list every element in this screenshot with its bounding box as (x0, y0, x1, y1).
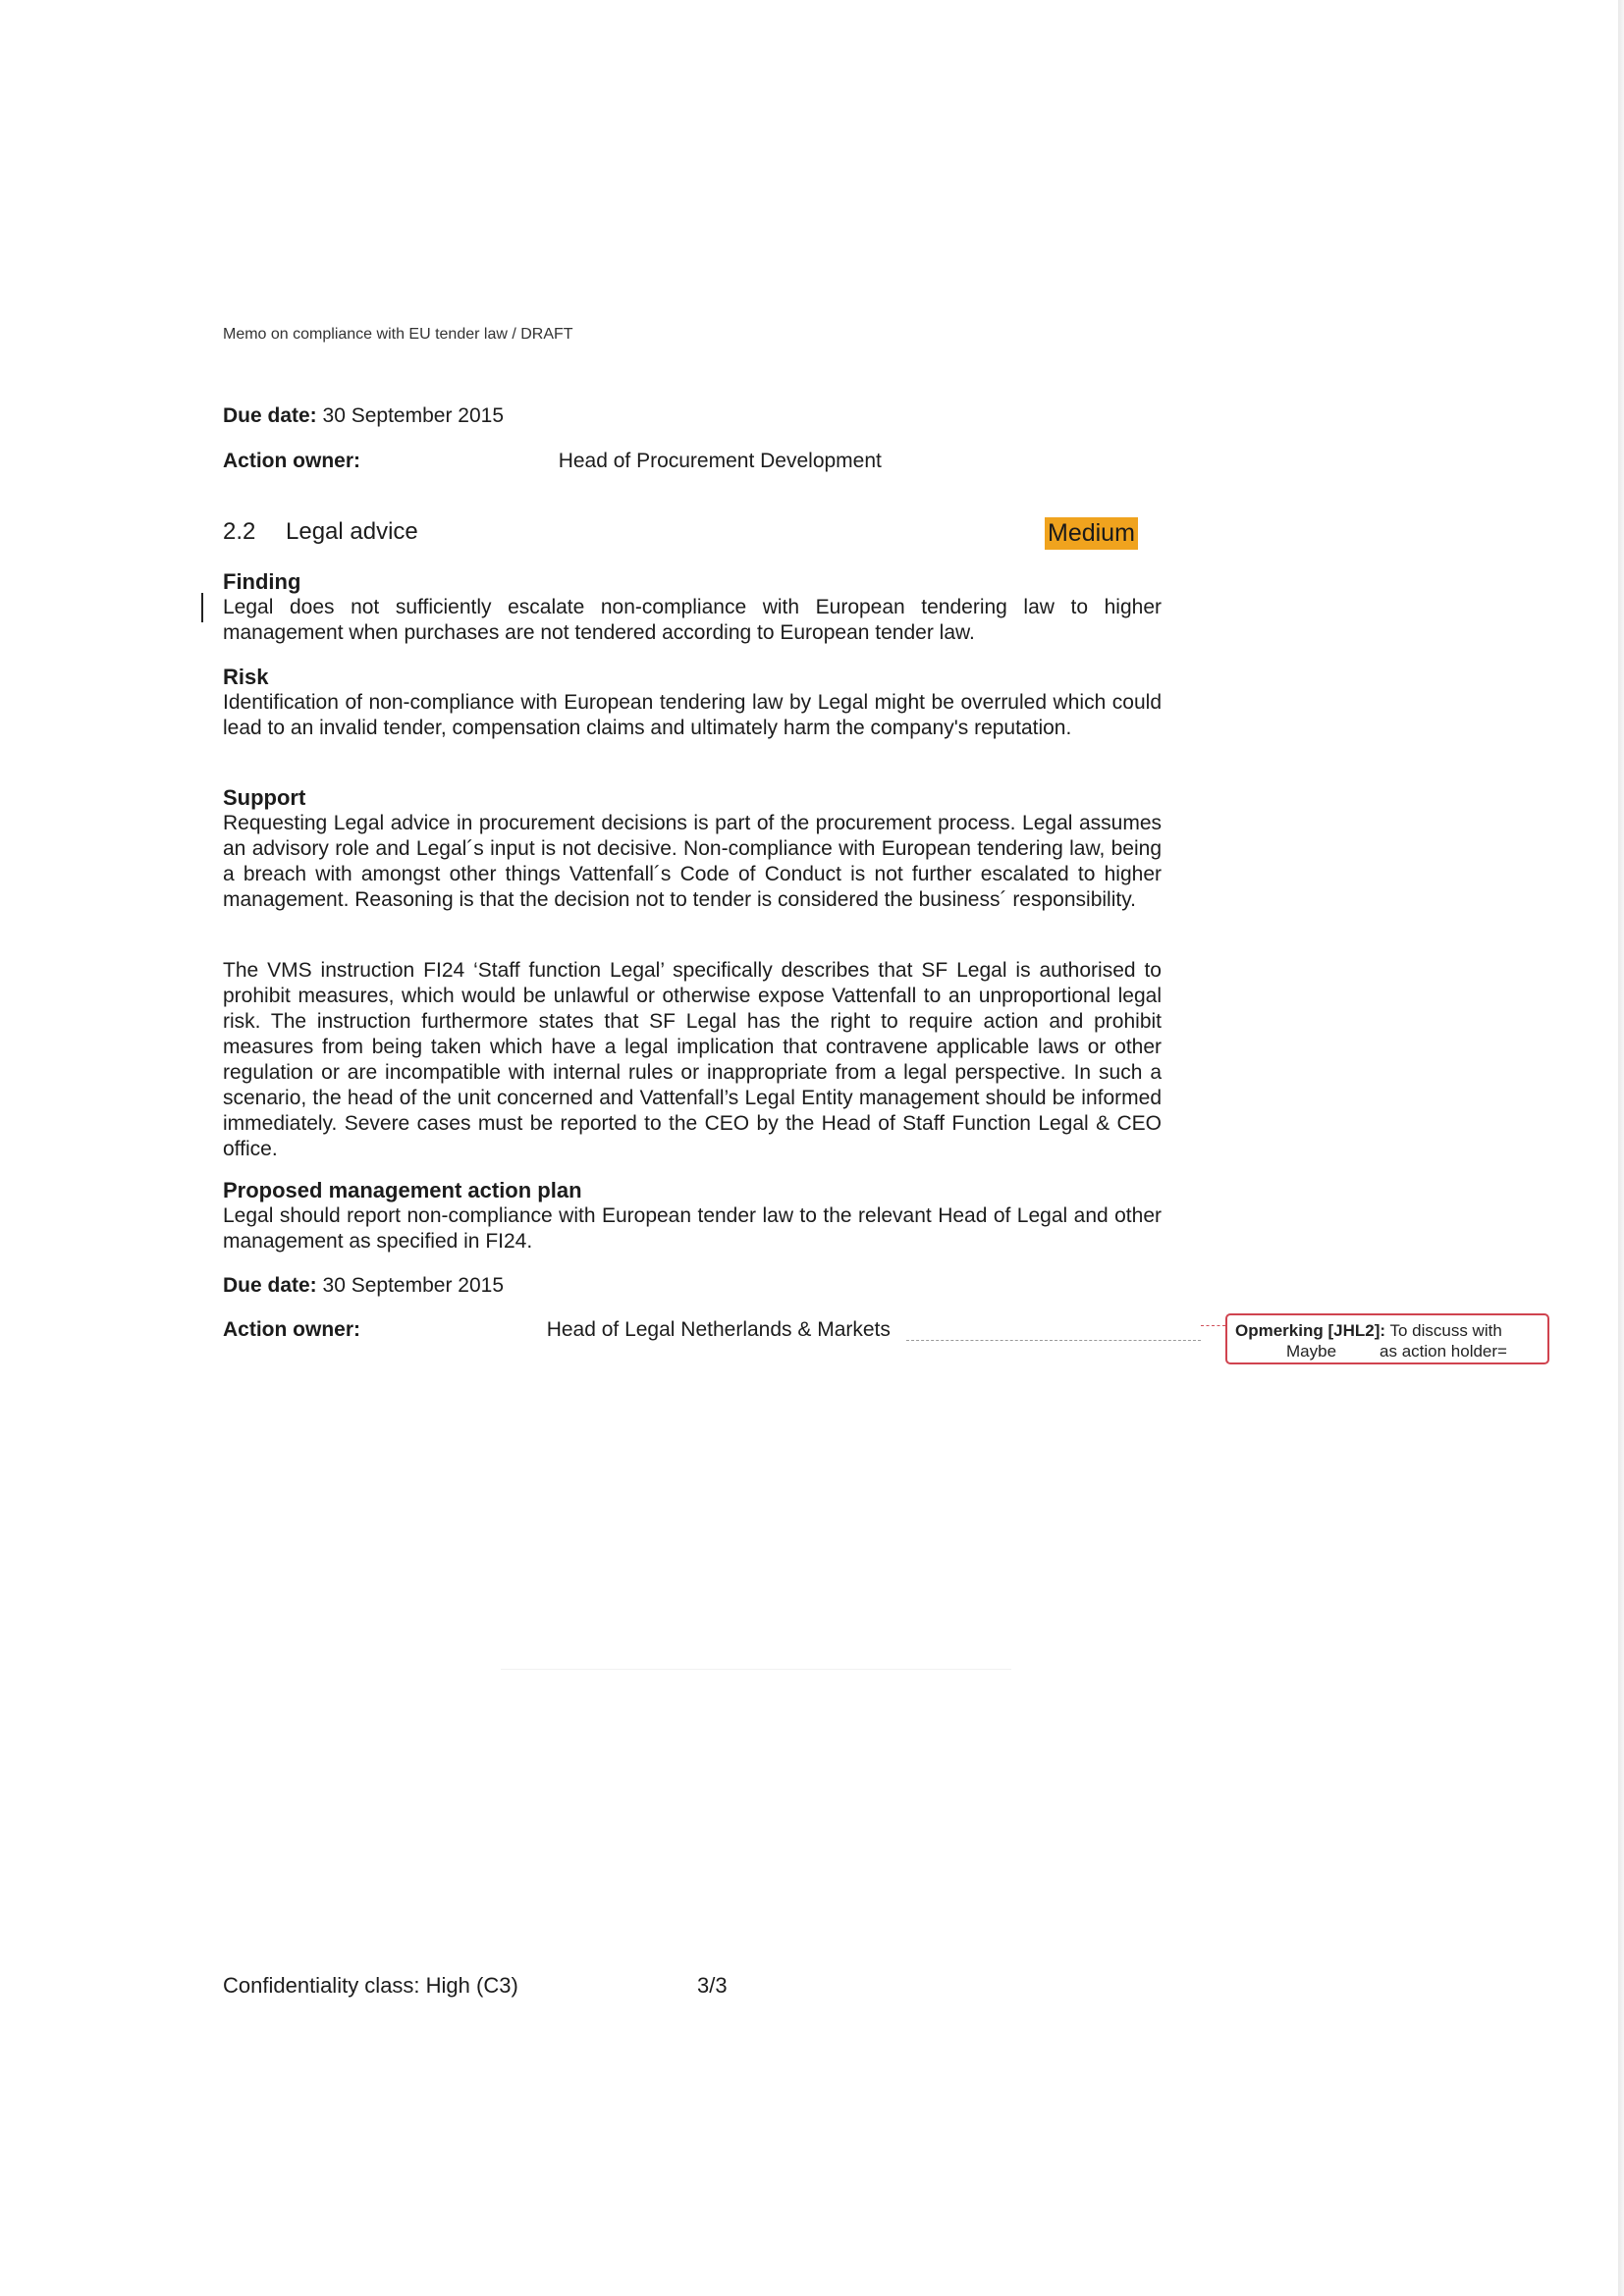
page-edge (1618, 0, 1624, 2296)
review-comment[interactable] (1225, 1313, 1549, 1364)
comment-maybe: Maybe (1286, 1342, 1337, 1361)
comment-text: To discuss with (1389, 1321, 1502, 1340)
action-plan-text: Legal should report non-compliance with European tender law to the relevant Head of Legal and other management as specified in FI24. (223, 1204, 1162, 1253)
risk-text: Identification of non-compliance with European tendering law by Legal might be overruled which could lead to an invalid tender, compensation claims and ultimately harm the company's reputation. (223, 691, 1162, 739)
section-title (223, 518, 418, 546)
owner-value: Head of Procurement Development (558, 450, 882, 472)
memo-header: Memo on compliance with EU tender law / DRAFT (223, 326, 573, 343)
section-name: Legal advice (286, 518, 418, 545)
due-label: Due date: (223, 404, 317, 427)
faint-rule (501, 1669, 1011, 1670)
rating-badge: Medium (1045, 517, 1138, 550)
section-number: 2.2 (223, 518, 256, 545)
support-text-1: Requesting Legal advice in procurement decisions is part of the procurement process. Legal assumes an advisory role and Legal´s input is not decisive. Non-compliance with European tendering law, being a breach with amongst other things Vattenfall´s Code of Conduct is not further escalated to higher management. Reasoning is that the decision not to tender is considered the business´ responsibility. (223, 812, 1162, 911)
comment-connector (1201, 1325, 1225, 1326)
support-heading: Support (223, 785, 306, 810)
owner-label: Action owner: (223, 1318, 360, 1341)
finding-heading: Finding (223, 569, 301, 594)
risk-heading: Risk (223, 665, 269, 689)
comment-leader-line (906, 1340, 1201, 1341)
comment-holder: as action holder= (1380, 1342, 1507, 1361)
action-plan-block (223, 1178, 1162, 1255)
support-text-2: The VMS instruction FI24 ‘Staff function Legal’ specifically describes that SF Legal is authorised to prohibit measures, which would be unlawful or otherwise expose Vattenfall to an unproportional legal risk. The instruction furthermore states that SF Legal has the right to require action and prohibit measures from being taken which have a legal implication that contravene applicable laws or other regulation or are incompatible with internal rules or inappropriate from a legal perspective. In such a scenario, the head of the unit concerned and Vattenfall’s Legal Entity management should be informed immediately. Severe cases must be reported to the CEO by the Head of Staff Function Legal & CEO office. (223, 959, 1162, 1160)
comment-label: Opmerking [JHL2]: (1235, 1321, 1386, 1340)
due-label: Due date: (223, 1274, 317, 1297)
section-action-owner (223, 1318, 891, 1342)
support-block (223, 785, 1162, 913)
support-block-2 (223, 958, 1162, 1162)
change-bar (201, 593, 203, 622)
owner-label: Action owner: (223, 450, 360, 472)
owner-value: Head of Legal Netherlands & Markets (546, 1318, 891, 1341)
finding-text: Legal does not sufficiently escalate non-compliance with European tendering law to higher management when purchases are not tendered according to European tender law. (223, 596, 1162, 644)
finding-block (223, 569, 1162, 646)
risk-block (223, 665, 1162, 741)
page-number: 3/3 (697, 1973, 728, 1998)
due-value: 30 September 2015 (322, 1274, 504, 1297)
due-value: 30 September 2015 (322, 404, 504, 427)
section-due-date (223, 1274, 504, 1298)
action-plan-heading: Proposed management action plan (223, 1178, 582, 1202)
top-due-date (223, 404, 504, 428)
confidentiality-class: Confidentiality class: High (C3) (223, 1973, 518, 1998)
top-action-owner (223, 450, 882, 473)
